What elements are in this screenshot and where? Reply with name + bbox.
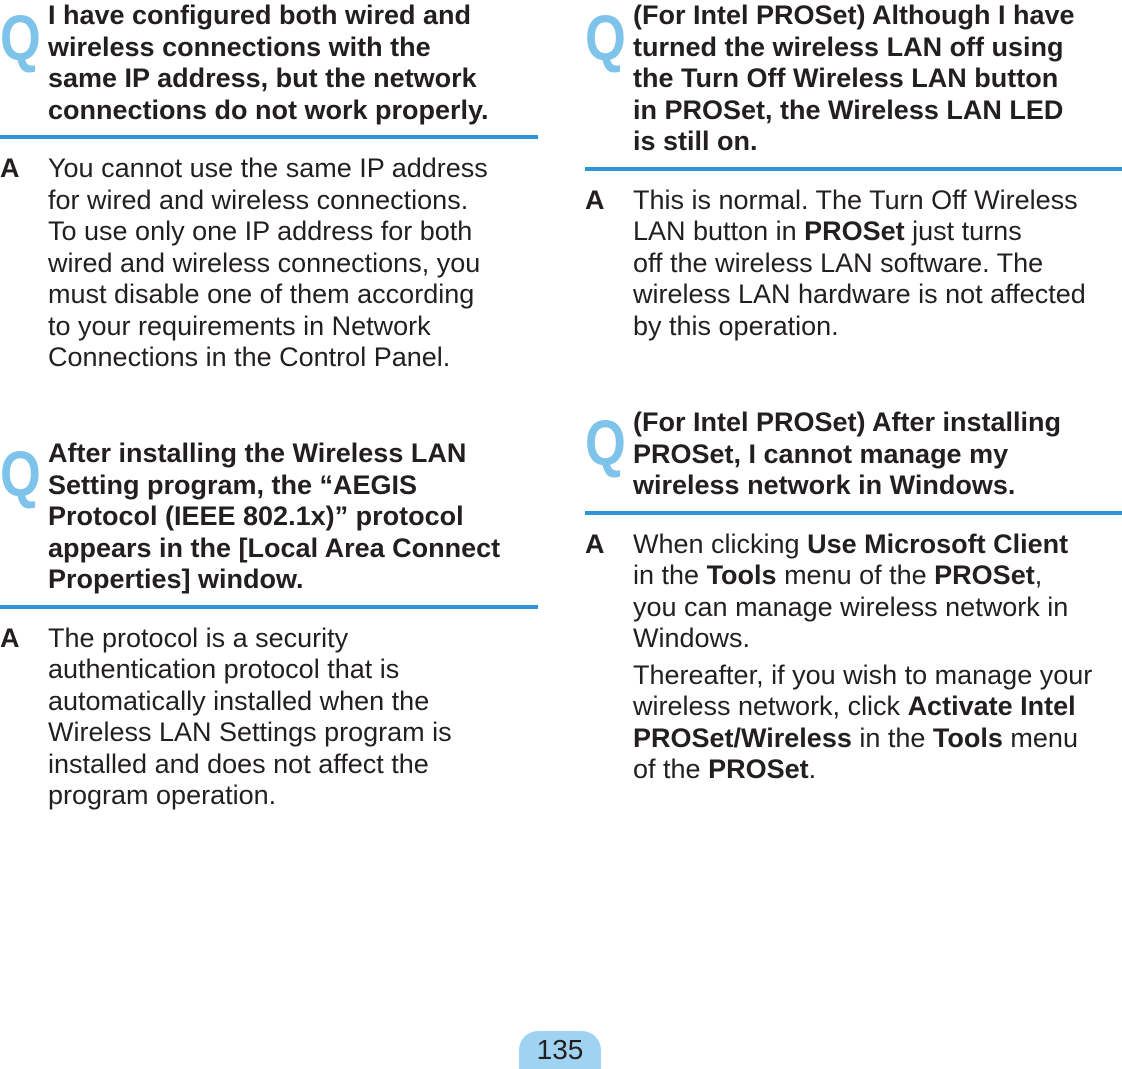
question-divider (585, 511, 1122, 515)
menu-tools: Tools (706, 560, 777, 590)
q-marker-icon: Q (585, 2, 626, 74)
qa-aegis-protocol (0, 438, 538, 812)
a-marker: A (0, 153, 20, 183)
menu-item-proset-wireless: PROSet/Wireless (633, 722, 852, 753)
question-text: (For Intel PROSet) After installing PROSet, I cannot manage my wireless network in Windows. (633, 407, 1062, 500)
question-block (0, 0, 538, 126)
qa-wired-wireless-ip (0, 0, 538, 374)
answer-text: You cannot use the same IP address for wired and wireless connections. To use only one IP address for both wired and wireless connections, you must disable one of them according to your requirements in Network Connections in the Control Panel. (48, 153, 488, 372)
page-number-badge: 135 (519, 1031, 601, 1069)
answer-block (0, 623, 538, 812)
question-divider (0, 605, 538, 609)
answer-text: The protocol is a security authentication protocol that is automatically installed when the Wireless LAN Settings program is installed and does not affect the program operation. (48, 622, 452, 810)
answer-text: This is normal. The Turn Off Wireless LAN button in PROSet just turns off the wireless LAN software. The wireless LAN hardware is not affected by this operation. (633, 184, 1086, 341)
question-block (0, 438, 538, 596)
answer-block (585, 529, 1122, 786)
proset-term: PROSet (804, 216, 905, 246)
question-block (585, 407, 1122, 502)
question-text: (For Intel PROSet) Although I have turned the wireless LAN off using the Turn Off Wireless LAN button in PROSet, the Wireless LAN LED is still on. (633, 0, 1075, 156)
question-divider (585, 167, 1122, 171)
menu-item-activate-intel: Activate Intel (907, 691, 1076, 721)
answer-paragraph-1: When clicking Use Microsoft Client in the Tools menu of the PROSet, you can manage wireless network in Windows. (633, 528, 1069, 653)
q-marker-icon: Q (0, 2, 41, 74)
q-marker-icon: Q (0, 438, 41, 510)
question-block (585, 0, 1122, 158)
question-divider (0, 135, 538, 139)
menu-item-use-microsoft-client: Use Microsoft Client (807, 528, 1069, 559)
question-text: I have configured both wired and wireless connections with the same IP address, but the network connections do not work properly. (48, 0, 489, 125)
q-marker-icon: Q (585, 407, 626, 479)
proset-term: PROSet (934, 560, 1035, 590)
a-marker: A (585, 528, 605, 559)
answer-paragraph-2: Thereafter, if you wish to manage your wireless network, click Activate Intel PROSet/Wireless in the Tools menu of the PROSet. (633, 659, 1093, 784)
answer-block (0, 153, 538, 374)
menu-tools: Tools (932, 722, 1003, 753)
a-marker: A (585, 184, 605, 215)
answer-block (585, 185, 1122, 343)
proset-term: PROSet (708, 754, 809, 784)
a-marker: A (0, 622, 20, 653)
question-text: After installing the Wireless LAN Setting program, the “AEGIS Protocol (IEEE 802.1x)” protocol appears in the [Local Area Connect Properties] window. (48, 438, 501, 594)
qa-proset-led (585, 0, 1122, 342)
qa-proset-windows (585, 407, 1122, 786)
